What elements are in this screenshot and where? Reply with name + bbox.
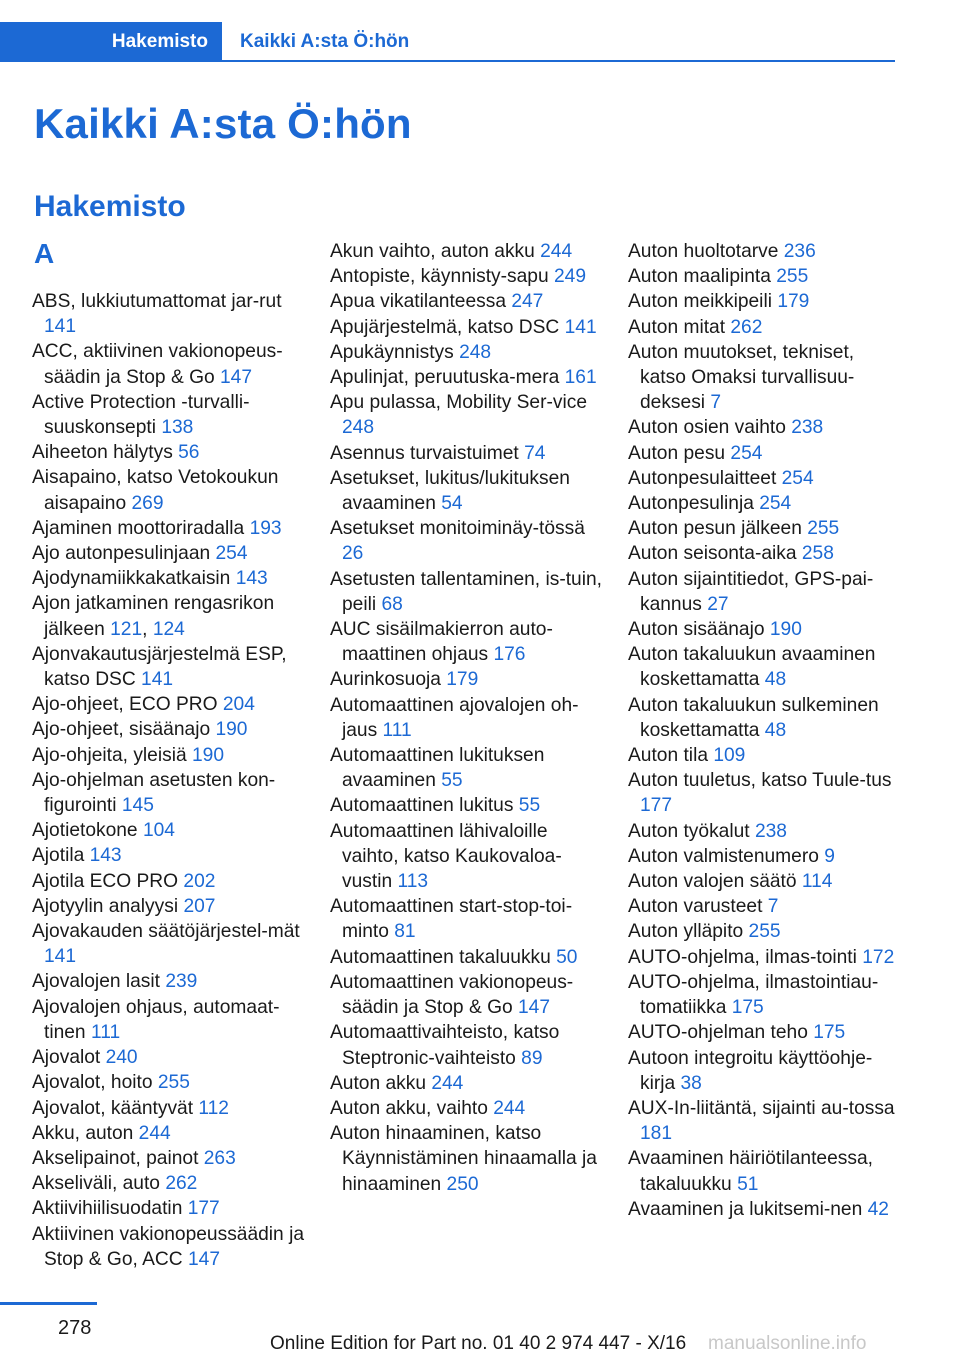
page-reference-link[interactable]: 172 — [862, 946, 895, 968]
index-entry-text: Auton sijaintitiedot, GPS-pai-kannus — [628, 568, 874, 615]
page-reference-link[interactable]: 26 — [342, 543, 364, 565]
page-reference-link[interactable]: 138 — [161, 417, 194, 439]
index-entry — [628, 541, 896, 566]
index-entry — [330, 441, 602, 466]
index-entry — [330, 340, 602, 365]
index-entry — [32, 717, 304, 742]
index-entry — [628, 315, 896, 340]
index-entry — [32, 1096, 304, 1121]
page-reference-link[interactable]: 27 — [707, 593, 729, 615]
index-entry — [32, 1171, 304, 1196]
index-entry — [32, 894, 304, 919]
index-entry-text: Asennus turvaistuimet — [330, 442, 525, 464]
index-entry — [32, 818, 304, 843]
index-entry — [330, 617, 602, 667]
index-entry-text: Auton työkalut — [628, 820, 755, 842]
page-reference-link[interactable]: 141 — [44, 946, 77, 968]
index-entry-text: Auton seisonta-aika — [628, 543, 802, 565]
index-entry-text: Akun vaihto, auton akku — [330, 241, 541, 262]
index-entry-text: Akselipainot, painot — [32, 1147, 204, 1169]
index-entry-text: ACC, aktiivinen vakionopeus-säädin ja Stop & Go — [32, 341, 283, 388]
page-reference-link[interactable]: 7 — [767, 896, 779, 918]
index-entry-text: Autonpesulaitteet — [628, 467, 782, 489]
page-reference-link[interactable]: 111 — [382, 719, 412, 741]
page-reference-link[interactable]: 111 — [90, 1021, 121, 1043]
index-entry-text: Asetukset, lukitus/lukituksen avaaminen — [330, 467, 570, 515]
index-entry — [330, 1071, 602, 1096]
footer-divider — [0, 1302, 97, 1305]
index-entry — [330, 667, 602, 692]
index-entry — [628, 970, 896, 1020]
page-reference-link[interactable]: 48 — [764, 669, 787, 691]
page-reference-link[interactable]: 56 — [178, 442, 200, 464]
index-entry — [330, 970, 602, 1020]
index-entry-text: Avaaminen ja lukitsemi-nen — [628, 1198, 868, 1220]
index-column-1 — [32, 289, 304, 1272]
page-reference-link[interactable]: 104 — [142, 820, 175, 842]
page-reference-link[interactable]: 141 — [44, 316, 77, 338]
page-reference-link[interactable]: 262 — [730, 316, 763, 338]
index-entry — [330, 1121, 602, 1197]
page-reference-link[interactable]: 239 — [165, 971, 198, 993]
page-reference-link[interactable]: 143 — [235, 568, 268, 590]
page-reference-link[interactable]: 121 — [110, 618, 143, 640]
page-reference-link[interactable]: 204 — [222, 694, 255, 716]
index-entry-text: Auton hinaaminen, katso Käynnistäminen hinaamalla ja hinaaminen — [330, 1123, 597, 1195]
index-entry — [330, 693, 602, 743]
page-reference-link[interactable]: 124 — [152, 618, 185, 640]
page-reference-link[interactable]: 255 — [776, 266, 809, 288]
index-entry-text: Aktiivihiilisuodatin — [32, 1198, 188, 1220]
index-entry — [330, 365, 602, 390]
index-entry — [330, 793, 602, 818]
index-entry — [330, 289, 602, 314]
index-entry-text: Autoon integroitu käyttöohje-kirja — [628, 1047, 873, 1094]
index-entry — [628, 617, 896, 642]
index-entry — [32, 465, 304, 515]
index-entry — [32, 743, 304, 768]
edition-note: Online Edition for Part no. 01 40 2 974 447 - X/16 — [270, 1333, 687, 1354]
index-entry — [32, 1196, 304, 1221]
page-reference-link[interactable]: 258 — [801, 543, 834, 565]
index-entry — [330, 743, 602, 793]
page-reference-link[interactable]: 263 — [203, 1147, 236, 1169]
index-entry — [330, 819, 602, 895]
page-reference-link[interactable]: 55 — [441, 770, 463, 792]
index-entry-text: Apua vikatilanteessa — [330, 291, 512, 313]
index-entry-text: Ajotila — [32, 845, 90, 867]
index-entry-text: AUTO-ohjelma, ilmas-tointi — [628, 946, 863, 968]
index-entry — [628, 743, 896, 768]
index-entry — [628, 264, 896, 289]
index-entry-text: Ajodynamiikkakatkaisin — [32, 568, 236, 590]
index-entry-text: Ajo-ohjeita, yleisiä — [32, 744, 192, 766]
page-reference-link[interactable]: 109 — [713, 745, 746, 767]
index-entry-text: Automaattinen lukitus — [330, 795, 519, 817]
index-entry-text: Autonpesulinja — [628, 493, 760, 515]
page-reference-link[interactable]: 255 — [157, 1072, 190, 1094]
index-entry — [330, 390, 602, 440]
index-entry — [32, 566, 304, 591]
index-entry-text: Auton pesu — [628, 442, 731, 464]
index-entry-text: Auton huoltotarve — [628, 241, 784, 262]
page-reference-link[interactable]: 113 — [397, 871, 429, 893]
index-entry-text: Apulinjat, peruutuska-mera — [330, 367, 565, 389]
index-entry — [32, 1222, 304, 1272]
page-reference-link[interactable]: 255 — [807, 518, 840, 540]
index-entry-text: Ajovalot — [32, 1047, 106, 1069]
page-reference-link[interactable]: 238 — [754, 820, 787, 842]
index-entry-text: Auton takaluukun avaaminen koskettamatta — [628, 644, 876, 691]
page-reference-link[interactable]: 236 — [783, 241, 816, 262]
letter-heading: A — [34, 238, 55, 269]
page-reference-link[interactable]: 141 — [141, 669, 174, 691]
index-entry-text: AUX-In-liitäntä, sijainti au-tossa — [628, 1097, 895, 1119]
index-entry — [32, 1121, 304, 1146]
index-entry-text: Ajovalot, hoito — [32, 1072, 158, 1094]
index-entry-text: Akseliväli, auto — [32, 1173, 166, 1195]
index-entry — [330, 466, 602, 516]
page-reference-link[interactable]: 81 — [394, 921, 416, 943]
index-entry-text: Ajotietokone — [32, 820, 143, 842]
page-reference-link[interactable]: 193 — [249, 517, 282, 539]
index-entry — [330, 894, 602, 944]
page-reference-link[interactable]: 207 — [183, 895, 216, 917]
index-entry-text: Automaattinen takaluukku — [330, 946, 557, 968]
page-reference-link[interactable]: 54 — [441, 493, 463, 515]
index-entry-text: Auton varusteet — [628, 896, 768, 918]
page-reference-link[interactable]: 179 — [777, 291, 810, 313]
page-reference-link[interactable]: 240 — [105, 1047, 138, 1069]
page-reference-link[interactable]: 177 — [640, 795, 673, 817]
index-entry — [628, 844, 896, 869]
index-entry — [32, 1146, 304, 1171]
index-entry-text: Ajonvakautusjärjestelmä ESP, katso DSC — [32, 643, 287, 691]
page-reference-link[interactable]: 244 — [138, 1122, 171, 1144]
index-entry — [330, 315, 602, 340]
page-number: 278 — [58, 1317, 92, 1339]
index-entry — [628, 340, 896, 416]
page-reference-link[interactable]: 255 — [748, 921, 781, 943]
index-entry — [628, 945, 896, 970]
index-entry-text: Ajo-ohjeet, sisäänajo — [32, 719, 216, 741]
page-reference-link[interactable]: 42 — [867, 1198, 889, 1220]
section-title: Hakemisto — [34, 190, 186, 223]
index-entry-text: Avaaminen häiriötilanteessa, takaluukku — [628, 1148, 873, 1195]
index-entry — [32, 516, 304, 541]
index-entry-text: Asetukset monitoiminäy-tössä — [330, 518, 585, 540]
index-entry-text: Apujärjestelmä, katso DSC — [330, 316, 565, 338]
page-reference-link[interactable]: 161 — [564, 367, 597, 389]
index-entry-text: Automaattinen start-stop-toi-minto — [330, 896, 573, 943]
index-entry-text: Aurinkosuoja — [330, 669, 447, 691]
page-reference-link[interactable]: 190 — [191, 744, 224, 766]
page-reference-link[interactable]: 112 — [198, 1097, 229, 1119]
index-entry-text: Auton osien vaihto — [628, 417, 792, 439]
index-entry-text: Active Protection -turvalli-suuskonsepti — [32, 391, 250, 439]
page-reference-link[interactable]: 68 — [381, 593, 403, 615]
index-entry-text: Auton pesun jälkeen — [628, 518, 808, 540]
page-reference-link[interactable]: 249 — [553, 266, 586, 288]
index-entry-text: Auton sisäänajo — [628, 619, 770, 641]
index-entry-text: Ajo-ohjeet, ECO PRO — [32, 694, 223, 716]
index-entry — [628, 1020, 896, 1045]
index-entry — [32, 969, 304, 994]
index-entry-text: Apukäynnistys — [330, 341, 460, 363]
index-entry-text: Auton akku — [330, 1072, 432, 1094]
page-reference-link[interactable]: 247 — [511, 291, 544, 313]
page-reference-link[interactable]: 114 — [801, 871, 833, 893]
index-entry-text: Antopiste, käynnisty-sapu — [330, 266, 554, 288]
page-reference-link[interactable]: 50 — [556, 946, 578, 968]
index-entry — [628, 1096, 896, 1146]
index-entry-text: Auton tuuletus, katso Tuule-tus — [628, 770, 892, 792]
index-entry-text: Asetusten tallentaminen, is-tuin, peili — [330, 568, 602, 615]
index-entry-text: Auton tila — [628, 745, 714, 767]
index-entry — [628, 642, 896, 692]
page-reference-link[interactable]: 147 — [518, 997, 551, 1019]
index-entry-text: Auton takaluukun sulkeminen koskettamatta — [628, 694, 879, 741]
index-entry — [32, 919, 304, 969]
index-entry-text: Ajo-ohjelman asetusten kon-figurointi — [32, 769, 276, 817]
index-entry-text: Ajovalojen ohjaus, automaat-tinen — [32, 996, 280, 1043]
header-divider — [222, 60, 895, 62]
page-reference-link[interactable]: 190 — [769, 619, 802, 641]
page-reference-link[interactable]: 181 — [640, 1123, 673, 1145]
page-reference-link[interactable]: 51 — [737, 1173, 759, 1195]
index-entry — [32, 869, 304, 894]
page-reference-link[interactable]: 143 — [89, 845, 122, 867]
index-entry-text: Ajotila ECO PRO — [32, 870, 184, 892]
index-entry-text: Akku, auton — [32, 1122, 139, 1144]
index-column-2 — [330, 239, 602, 1197]
index-entry-text: Automaattivaihteisto, katso Steptronic-vaihteisto — [330, 1022, 560, 1069]
index-entry-text: Automaattinen lähivaloille vaihto, katso Kaukovaloa-vustin — [330, 820, 562, 893]
page-reference-link[interactable]: 202 — [183, 870, 216, 892]
index-entry — [628, 919, 896, 944]
page-reference-link[interactable]: 190 — [215, 719, 248, 741]
index-entry: Ajon jatkaminen rengasrikon jälkeen 121, 124 — [32, 593, 275, 640]
index-entry-text: Aktiivinen vakionopeussäädin ja Stop & Go, ACC — [32, 1223, 304, 1270]
index-entry-text: Ajovakauden säätöjärjestel-mät — [32, 921, 300, 943]
index-entry — [32, 692, 304, 717]
index-entry-text: Automaattinen ajovalojen oh-jaus — [330, 694, 579, 741]
index-entry — [330, 516, 602, 566]
index-entry-text: Aiheeton hälytys — [32, 442, 179, 464]
watermark: manualsonline.info — [708, 1333, 867, 1354]
page-reference-link[interactable]: 254 — [215, 543, 248, 565]
index-entry — [32, 1070, 304, 1095]
index-entry — [330, 1020, 602, 1070]
index-entry — [330, 567, 602, 617]
index-entry — [32, 390, 304, 440]
index-entry-text: Automaattinen lukituksen avaaminen — [330, 745, 545, 792]
index-entry-text: Auton mitat — [628, 316, 731, 338]
index-entry-text: Auton akku, vaihto — [330, 1097, 494, 1119]
page-reference-link[interactable]: 269 — [131, 492, 164, 514]
index-entry-text: Ajaminen moottoriradalla — [32, 517, 250, 539]
index-entry — [628, 768, 896, 818]
page-reference-link[interactable]: 147 — [220, 366, 253, 388]
page-reference-link[interactable]: 244 — [493, 1097, 526, 1119]
page-reference-link[interactable]: 7 — [710, 392, 722, 414]
index-entry — [32, 995, 304, 1045]
index-entry-text: Automaattinen vakionopeus-säädin ja Stop & Go — [330, 971, 574, 1019]
index-entry-text: AUTO-ohjelma, ilmastointiau-tomatiikka — [628, 971, 879, 1019]
index-entry — [628, 869, 896, 894]
index-column-3 — [628, 239, 896, 1222]
index-entry-text: Ajon jatkaminen rengasrikon jälkeen — [32, 593, 275, 640]
page-reference-link[interactable]: 38 — [680, 1072, 702, 1094]
index-entry — [628, 491, 896, 516]
page-reference-link[interactable]: 254 — [730, 442, 763, 464]
index-entry — [628, 819, 896, 844]
index-entry-text: AUC sisäilmakierron auto-maattinen ohjaus — [330, 619, 553, 666]
index-entry — [628, 415, 896, 440]
index-entry-text: Auton muutokset, tekniset, katso Omaksi turvallisuu-deksesi — [628, 341, 855, 414]
page-reference-link[interactable]: 262 — [165, 1173, 198, 1195]
page-reference-link[interactable]: 175 — [731, 997, 764, 1019]
index-entry-text: Ajovalojen lasit — [32, 971, 166, 993]
index-entry — [32, 339, 304, 389]
page-reference-link[interactable]: 9 — [824, 845, 835, 867]
index-entry — [628, 567, 896, 617]
page-reference-link[interactable]: 48 — [764, 719, 787, 741]
page-reference-link[interactable]: 179 — [446, 669, 479, 691]
index-entry-text: Auton valojen säätö — [628, 871, 802, 893]
page-reference-link[interactable]: 254 — [781, 467, 814, 489]
page-reference-link[interactable]: 244 — [431, 1072, 464, 1094]
index-entry — [628, 1046, 896, 1096]
index-entry-text: Auton valmistenumero — [628, 845, 825, 867]
page-reference-link[interactable]: 55 — [518, 795, 541, 817]
index-entry-text: Ajovalot, kääntyvät — [32, 1097, 199, 1119]
index-entry — [32, 843, 304, 868]
header-bar — [0, 22, 895, 62]
index-entry — [628, 516, 896, 541]
page-reference-link[interactable]: 89 — [521, 1047, 543, 1069]
page-reference-link[interactable]: 248 — [459, 341, 492, 363]
index-entry — [330, 264, 602, 289]
page-reference-link[interactable]: 250 — [446, 1173, 479, 1195]
index-entry — [32, 642, 304, 692]
page-reference-link[interactable]: 248 — [342, 417, 375, 439]
index-entry-text: AUTO-ohjelman teho — [628, 1022, 814, 1044]
index-entry — [32, 768, 304, 818]
index-entry — [330, 1096, 602, 1121]
index-entry — [628, 1146, 896, 1196]
index-entry-text: Ajotyylin analyysi — [32, 895, 184, 917]
index-entry-text: Auton maalipinta — [628, 266, 777, 288]
page-reference-link[interactable]: 74 — [524, 442, 546, 464]
index-entry — [628, 1197, 896, 1222]
index-entry — [628, 466, 896, 491]
index-entry — [32, 541, 304, 566]
index-entry-text: Ajo autonpesulinjaan — [32, 543, 216, 565]
index-entry-text: Aisapaino, katso Vetokoukun aisapaino — [32, 467, 279, 514]
tab-hakemisto[interactable]: Hakemisto — [0, 22, 222, 62]
index-entry-text: Apu pulassa, Mobility Ser-vice — [330, 392, 588, 414]
index-entry-text: ABS, lukkiutumattomat jar-rut — [32, 291, 282, 312]
page-title: Kaikki A:sta Ö:hön — [34, 100, 412, 147]
index-entry — [628, 239, 896, 264]
page-reference-link[interactable]: 145 — [121, 795, 154, 817]
index-entry-text: Auton ylläpito — [628, 921, 749, 943]
index-entry — [330, 239, 602, 264]
index-entry — [330, 945, 602, 970]
index-entry — [628, 894, 896, 919]
page-reference-link[interactable]: 238 — [791, 417, 824, 439]
breadcrumb[interactable]: Kaikki A:sta Ö:hön — [240, 31, 410, 52]
index-entry — [32, 1045, 304, 1070]
page-reference-link[interactable]: 141 — [564, 316, 597, 338]
page-reference-link[interactable]: 254 — [759, 493, 792, 515]
index-entry — [628, 289, 896, 314]
index-entry — [628, 441, 896, 466]
page-reference-link[interactable]: 176 — [493, 644, 526, 666]
index-entry — [32, 289, 304, 339]
page-reference-link[interactable]: 244 — [540, 241, 573, 262]
page-reference-link[interactable]: 175 — [813, 1022, 846, 1044]
index-entry — [32, 440, 304, 465]
index-entry-text: Auton meikkipeili — [628, 291, 778, 313]
page-reference-link[interactable]: 177 — [187, 1198, 220, 1220]
page-reference-link[interactable]: 147 — [187, 1248, 220, 1270]
index-entry — [628, 693, 896, 743]
